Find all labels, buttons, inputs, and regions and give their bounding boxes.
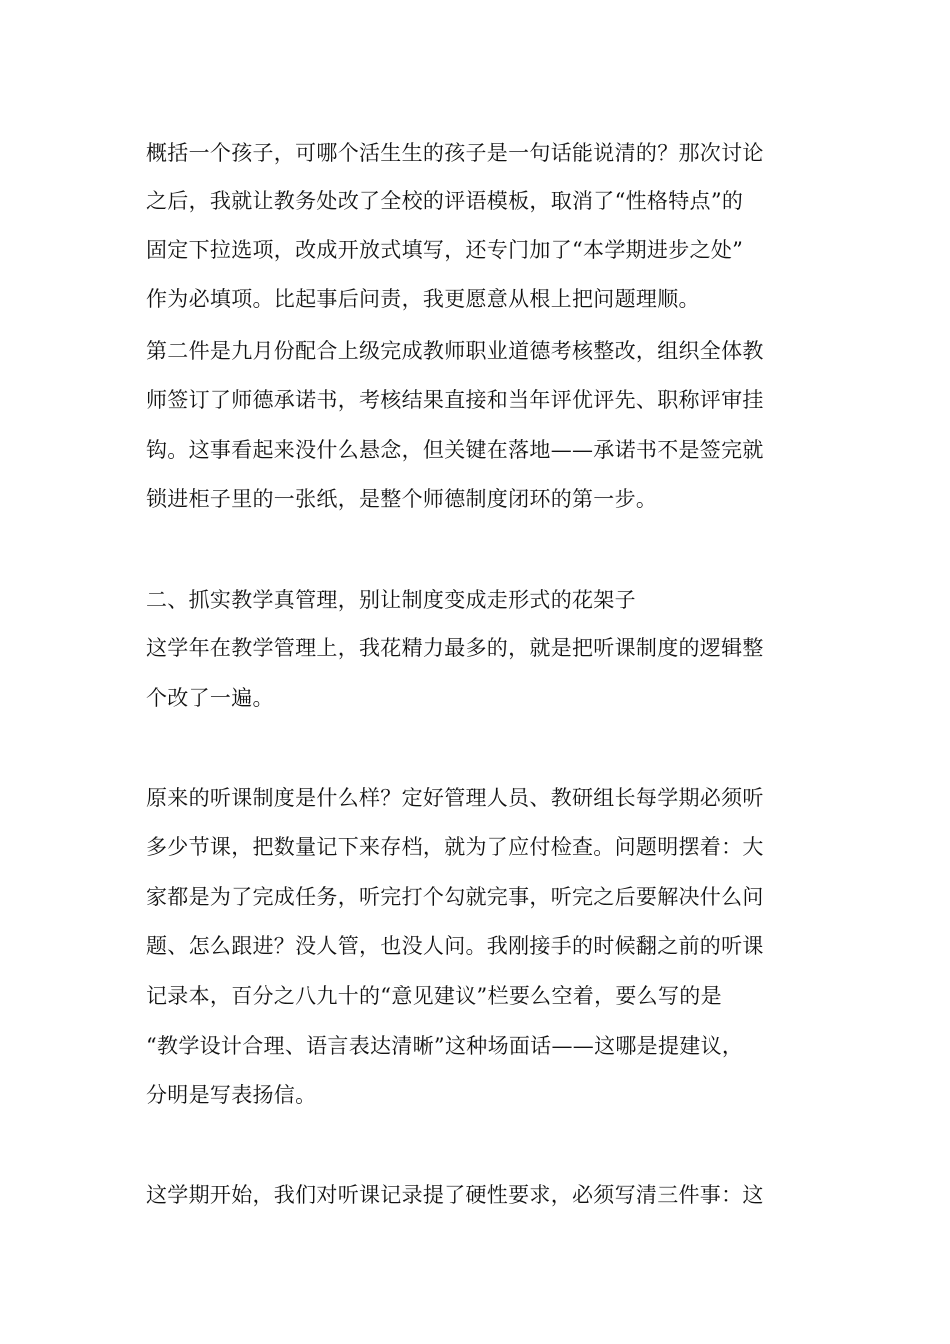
text-line: 概括一个孩子，可哪个活生生的孩子是一句话能说清的？那次讨论: [146, 141, 764, 165]
text-line: 多少节课，把数量记下来存档，就为了应付检查。问题明摆着：大: [146, 835, 764, 859]
text-line: 第二件是九月份配合上级完成教师职业道德考核整改，组织全体教: [146, 339, 764, 363]
text-line: 个改了一遍。: [146, 686, 274, 710]
text-line: 这学期开始，我们对听课记录提了硬性要求，必须写清三件事：这: [146, 1183, 764, 1207]
text-line: 固定下拉选项，改成开放式填写，还专门加了“本学期进步之处”: [146, 238, 744, 262]
text-line: 记录本，百分之八九十的“意见建议”栏要么空着，要么写的是: [146, 984, 722, 1008]
text-line: 原来的听课制度是什么样？定好管理人员、教研组长每学期必须听: [146, 786, 764, 810]
text-line: 题、怎么跟进？没人管，也没人问。我刚接手的时候翻之前的听课: [146, 934, 764, 958]
text-line: 钩。这事看起来没什么悬念，但关键在落地——承诺书不是签完就: [146, 438, 764, 462]
text-line: 家都是为了完成任务，听完打个勾就完事，听完之后要解决什么问: [146, 885, 764, 909]
section-heading: 二、抓实教学真管理，别让制度变成走形式的花架子: [146, 588, 636, 612]
text-line: 这学年在教学管理上，我花精力最多的，就是把听课制度的逻辑整: [146, 636, 764, 660]
text-line: 之后，我就让教务处改了全校的评语模板，取消了“性格特点”的: [146, 189, 744, 213]
text-line: 分明是写表扬信。: [146, 1083, 317, 1107]
text-line: 锁进柜子里的一张纸，是整个师德制度闭环的第一步。: [146, 487, 658, 511]
text-line: 师签订了师德承诺书，考核结果直接和当年评优评先、职称评审挂: [146, 388, 764, 412]
text-line: 作为必填项。比起事后问责，我更愿意从根上把问题理顺。: [146, 287, 700, 311]
text-line: “教学设计合理、语言表达清晰”这种场面话——这哪是提建议，: [146, 1034, 744, 1058]
